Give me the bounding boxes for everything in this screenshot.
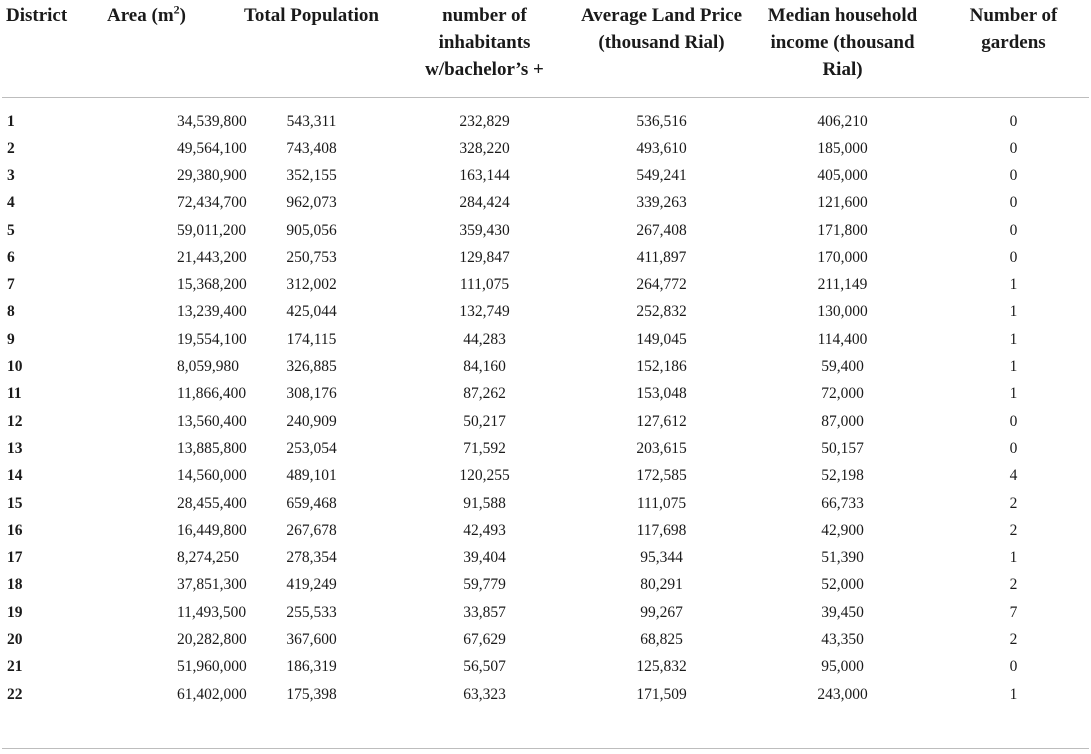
header-bachelors: number of inhabitants w/bachelor’s + [393,0,576,98]
cell-district: 13 [7,439,23,457]
cell-district: 2 [7,139,15,157]
cell-population: 743,408 [286,139,337,157]
district-data-table [2,0,1089,708]
table-row [2,98,1089,136]
table-row [2,299,1089,326]
table-row [2,544,1089,571]
cell-area: 14,560,000 [177,467,247,485]
cell-land-price: 172,585 [636,467,687,485]
cell-area: 11,866,400 [177,385,247,403]
cell-area: 8,274,250 [177,549,239,567]
cell-land-price: 252,832 [636,303,687,321]
cell-land-price: 117,698 [636,521,687,539]
cell-income: 66,733 [821,494,864,512]
cell-bachelors: 87,262 [463,385,506,403]
table-row [2,463,1089,490]
cell-population: 174,115 [286,330,337,348]
header-row [2,0,1089,98]
cell-bachelors: 132,749 [459,303,510,321]
cell-area: 61,402,000 [177,685,247,703]
header-gardens: Number of gardens [938,0,1089,98]
header-area-text: Area (m [107,5,174,26]
cell-population: 255,533 [286,603,337,621]
cell-population: 962,073 [286,194,337,212]
cell-area: 13,239,400 [177,303,247,321]
cell-district: 9 [7,330,15,348]
cell-income: 50,157 [821,439,864,457]
cell-land-price: 111,075 [636,494,687,512]
cell-bachelors: 42,493 [463,521,506,539]
cell-land-price: 264,772 [636,276,687,294]
cell-area: 11,493,500 [177,603,247,621]
cell-land-price: 153,048 [636,385,687,403]
table-row [2,353,1089,380]
cell-area: 15,368,200 [177,276,247,294]
cell-bachelors: 71,592 [463,439,506,457]
cell-gardens: 0 [1009,194,1018,212]
cell-land-price: 152,186 [636,358,687,376]
table-row [2,190,1089,217]
cell-gardens: 1 [1009,330,1018,348]
cell-population: 240,909 [286,412,337,430]
cell-area: 59,011,200 [177,221,247,239]
cell-area: 49,564,100 [177,139,247,157]
cell-gardens: 1 [1009,276,1018,294]
cell-income: 121,600 [817,194,868,212]
cell-district: 17 [7,549,23,567]
table-row [2,490,1089,517]
cell-bachelors: 56,507 [463,658,506,676]
cell-population: 250,753 [286,248,337,266]
cell-land-price: 493,610 [636,139,687,157]
table-row [2,135,1089,162]
cell-district: 12 [7,412,23,430]
table-row [2,681,1089,708]
table-row [2,572,1089,599]
cell-bachelors: 44,283 [463,330,506,348]
cell-gardens: 2 [1009,521,1018,539]
cell-gardens: 0 [1009,658,1018,676]
cell-gardens: 7 [1009,603,1018,621]
table-row [2,654,1089,681]
cell-gardens: 1 [1009,549,1018,567]
table-row [2,271,1089,298]
cell-area: 19,554,100 [177,330,247,348]
cell-land-price: 127,612 [636,412,687,430]
cell-gardens: 0 [1009,139,1018,157]
cell-district: 16 [7,521,23,539]
cell-bachelors: 63,323 [463,685,506,703]
cell-area: 29,380,900 [177,166,247,184]
cell-income: 185,000 [817,139,868,157]
cell-land-price: 339,263 [636,194,687,212]
cell-income: 405,000 [817,166,868,184]
cell-gardens: 0 [1009,166,1018,184]
cell-population: 659,468 [286,494,337,512]
cell-income: 52,198 [821,467,864,485]
cell-land-price: 171,509 [636,685,687,703]
bottom-rule [2,748,1089,749]
cell-bachelors: 91,588 [463,494,506,512]
cell-bachelors: 50,217 [463,412,506,430]
cell-bachelors: 359,430 [459,221,510,239]
table-row [2,217,1089,244]
cell-population: 326,885 [286,358,337,376]
cell-gardens: 0 [1009,412,1018,430]
table-row [2,244,1089,271]
cell-income: 243,000 [817,685,868,703]
header-district: District [2,0,87,98]
cell-bachelors: 59,779 [463,576,506,594]
cell-area: 72,434,700 [177,194,247,212]
cell-income: 87,000 [821,412,864,430]
table-row [2,408,1089,435]
cell-gardens: 0 [1009,439,1018,457]
cell-bachelors: 67,629 [463,630,506,648]
cell-income: 43,350 [821,630,864,648]
cell-gardens: 1 [1009,685,1018,703]
cell-gardens: 1 [1009,303,1018,321]
cell-district: 7 [7,276,15,294]
cell-income: 130,000 [817,303,868,321]
cell-income: 59,400 [821,358,864,376]
header-area [87,0,230,98]
cell-area: 34,539,800 [177,112,247,130]
header-land-price: Average Land Price (thousand Rial) [576,0,747,98]
cell-district: 10 [7,358,23,376]
cell-gardens: 2 [1009,630,1018,648]
cell-gardens: 0 [1009,221,1018,239]
cell-area: 13,560,400 [177,412,247,430]
cell-district: 15 [7,494,23,512]
cell-district: 11 [7,385,22,403]
cell-income: 95,000 [821,658,864,676]
cell-population: 543,311 [286,112,337,130]
cell-population: 312,002 [286,276,337,294]
cell-area: 20,282,800 [177,630,247,648]
cell-area: 37,851,300 [177,576,247,594]
cell-gardens: 0 [1009,248,1018,266]
cell-income: 211,149 [817,276,868,294]
cell-bachelors: 328,220 [459,139,510,157]
cell-bachelors: 163,144 [459,166,510,184]
cell-district: 20 [7,630,23,648]
cell-bachelors: 84,160 [463,358,506,376]
cell-bachelors: 33,857 [463,603,506,621]
header-area-superscript: 2 [173,2,180,17]
cell-gardens: 1 [1009,358,1018,376]
cell-land-price: 203,615 [636,439,687,457]
cell-district: 3 [7,166,15,184]
cell-land-price: 99,267 [640,603,683,621]
cell-land-price: 536,516 [636,112,687,130]
cell-population: 253,054 [286,439,337,457]
cell-land-price: 80,291 [640,576,683,594]
cell-bachelors: 232,829 [459,112,510,130]
cell-income: 39,450 [821,603,864,621]
cell-population: 278,354 [286,549,337,567]
cell-population: 175,398 [286,685,337,703]
cell-population: 186,319 [286,658,337,676]
cell-income: 42,900 [821,521,864,539]
cell-district: 21 [7,658,23,676]
cell-income: 170,000 [817,248,868,266]
cell-gardens: 4 [1009,467,1018,485]
cell-area: 21,443,200 [177,248,247,266]
cell-district: 19 [7,603,23,621]
cell-gardens: 2 [1009,576,1018,594]
header-population: Total Population [230,0,393,98]
cell-area: 51,960,000 [177,658,247,676]
cell-population: 425,044 [286,303,337,321]
cell-area: 8,059,980 [177,358,239,376]
cell-population: 352,155 [286,166,337,184]
table-row [2,381,1089,408]
cell-area: 28,455,400 [177,494,247,512]
cell-land-price: 149,045 [636,330,687,348]
header-income: Median household income (thousand Rial) [747,0,938,98]
cell-income: 51,390 [821,549,864,567]
cell-gardens: 2 [1009,494,1018,512]
cell-district: 1 [7,112,15,130]
cell-district: 4 [7,194,15,212]
table-row [2,517,1089,544]
cell-district: 8 [7,303,15,321]
table-row [2,626,1089,653]
cell-district: 22 [7,685,23,703]
cell-land-price: 411,897 [636,248,687,266]
cell-district: 6 [7,248,15,266]
table-row [2,162,1089,189]
cell-population: 489,101 [286,467,337,485]
table-row [2,599,1089,626]
cell-bachelors: 129,847 [459,248,510,266]
cell-income: 72,000 [821,385,864,403]
cell-district: 5 [7,221,15,239]
table-body [2,98,1089,709]
header-area-close: ) [179,5,186,26]
cell-land-price: 267,408 [636,221,687,239]
cell-bachelors: 39,404 [463,549,506,567]
cell-income: 52,000 [821,576,864,594]
cell-bachelors: 120,255 [459,467,510,485]
cell-population: 267,678 [286,521,337,539]
cell-population: 308,176 [286,385,337,403]
cell-gardens: 1 [1009,385,1018,403]
cell-district: 18 [7,576,23,594]
cell-income: 114,400 [817,330,868,348]
cell-district: 14 [7,467,23,485]
cell-area: 13,885,800 [177,439,247,457]
cell-land-price: 95,344 [640,549,683,567]
cell-population: 905,056 [286,221,337,239]
cell-population: 367,600 [286,630,337,648]
cell-income: 406,210 [817,112,868,130]
cell-land-price: 549,241 [636,166,687,184]
table-row [2,326,1089,353]
cell-gardens: 0 [1009,112,1018,130]
cell-bachelors: 111,075 [459,276,510,294]
cell-land-price: 125,832 [636,658,687,676]
cell-income: 171,800 [817,221,868,239]
cell-area: 16,449,800 [177,521,247,539]
cell-population: 419,249 [286,576,337,594]
cell-land-price: 68,825 [640,630,683,648]
cell-bachelors: 284,424 [459,194,510,212]
table-row [2,435,1089,462]
